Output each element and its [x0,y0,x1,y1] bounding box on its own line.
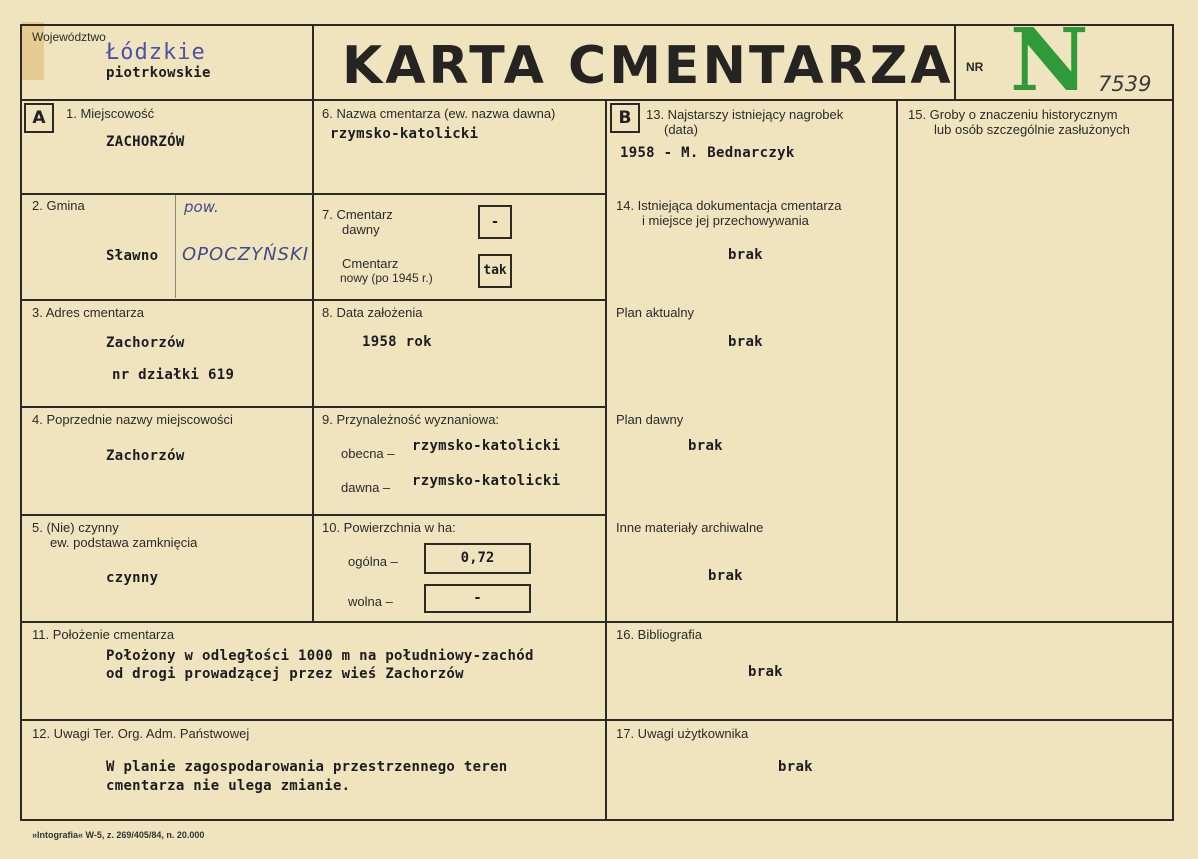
frame-top-line [20,24,1174,26]
gmina-divider [175,195,176,298]
field-12-label: 12. Uwagi Ter. Org. Adm. Państwowej [32,726,250,741]
field-9-obecna-value: rzymsko-katolicki [412,438,561,454]
field-11-line-1: Położony w odległości 1000 m na południowy-zachód [106,648,534,664]
field-13-value: 1958 - M. Bednarczyk [620,145,795,161]
middle-bottom-line [20,621,1174,623]
field-14-value: brak [728,247,763,263]
field-9-dawna-label: dawna – [341,480,391,495]
field-8-value: 1958 rok [362,334,432,350]
field-14-label-1: 14. Istniejąca dokumentacja cmentarza [616,198,842,213]
field-17-value: brak [778,759,813,775]
frame-right-line [1172,24,1174,821]
nr-divider [954,24,956,101]
field-5-label-1: 5. (Nie) czynny [32,520,119,535]
field-7-nowy-box: tak [478,254,512,288]
field-4-label: 4. Poprzednie nazwy miejscowości [32,412,233,427]
field-9-label: 9. Przynależność wyznaniowa: [322,412,500,427]
nr-label: NR [966,60,984,74]
row-4-line [20,514,606,516]
field-12-line-2: cmentarza nie ulega zmianie. [106,778,351,794]
field-11-label: 11. Położenie cmentarza [32,627,175,642]
field-4-value: Zachorzów [106,448,185,464]
field-3-value-1: Zachorzów [106,335,185,351]
inne-label: Inne materiały archiwalne [616,520,764,535]
field-10-ogolna-label: ogólna – [348,554,398,569]
wojewodztwo-value: Łódzkie [106,40,206,65]
field-10-label: 10. Powierzchnia w ha: [322,520,456,535]
card-title: KARTA CMENTARZA [342,36,954,96]
field-10-wolna-label: wolna – [348,594,393,609]
wojewodztwo-label: Województwo [32,30,106,44]
field-13-label-2: (data) [664,122,698,137]
nr-green-stamp: N [1010,10,1089,111]
frame-left-line [20,24,22,821]
field-9-dawna-value: rzymsko-katolicki [412,473,561,489]
col-3-divider [896,99,898,623]
field-15-label-2: lub osób szczególnie zasłużonych [934,122,1130,137]
field-14-label-2: i miejsce jej przechowywania [642,213,809,228]
field-2-value: Sławno [106,248,159,264]
field-17-label: 17. Uwagi użytkownika [616,726,749,741]
printer-footer: »Intografia« W-5, z. 269/405/84, n. 20.000 [32,830,205,840]
field-3-value-2: nr działki 619 [112,367,235,383]
field-16-label: 16. Bibliografia [616,627,702,642]
field-16-value: brak [748,664,783,680]
field-11-line-2: od drogi prowadzącej przez wieś Zachorzów [106,666,464,682]
plan-aktualny-value: brak [728,334,763,350]
row-2-line [20,299,606,301]
powiat-value: piotrkowskie [106,65,211,81]
plan-dawny-value: brak [688,438,723,454]
field-7-label-3: Cmentarz [342,256,399,271]
field-6-label: 6. Nazwa cmentarza (ew. nazwa dawna) [322,106,556,121]
header-bottom-line [20,99,1174,101]
col-1-divider [312,24,314,621]
field-3-label: 3. Adres cmentarza [32,305,144,320]
field-7-label-4: nowy (po 1945 r.) [340,271,433,285]
row-1-line [20,193,606,195]
field-7-dawny-box: - [478,205,512,239]
inne-value: brak [708,568,743,584]
field-15-label-1: 15. Groby o znaczeniu historycznym [908,107,1118,122]
nr-value: 7539 [1098,72,1152,96]
field-13-label-1: 13. Najstarszy istniejący nagrobek [646,107,844,122]
field-1-label: 1. Miejscowość [66,106,155,121]
field-10-wolna-box: - [424,584,531,613]
field-10-ogolna-box: 0,72 [424,543,531,574]
field-2-hand-top: pow. [184,198,219,216]
field-8-label: 8. Data założenia [322,305,423,320]
field-12-line-1: W planie zagospodarowania przestrzennego teren [106,759,508,775]
row-3-line [20,406,606,408]
field-1-value: ZACHORZÓW [106,134,185,150]
field-6-value: rzymsko-katolicki [330,126,479,142]
col-2-divider [605,99,607,821]
plan-dawny-label: Plan dawny [616,412,684,427]
field-7-label-1: 7. Cmentarz [322,207,393,222]
field-2-label: 2. Gmina [32,198,85,213]
row-11-bottom-line [20,719,1174,721]
field-5-value: czynny [106,570,159,586]
section-b-box: B [610,103,640,133]
frame-bottom-line [20,819,1174,821]
field-2-hand-main: OPOCZYŃSKI [182,244,310,265]
field-7-label-2: dawny [342,222,380,237]
plan-aktualny-label: Plan aktualny [616,305,695,320]
section-a-box: A [24,103,54,133]
field-5-label-2: ew. podstawa zamknięcia [50,535,198,550]
field-9-obecna-label: obecna – [341,446,395,461]
